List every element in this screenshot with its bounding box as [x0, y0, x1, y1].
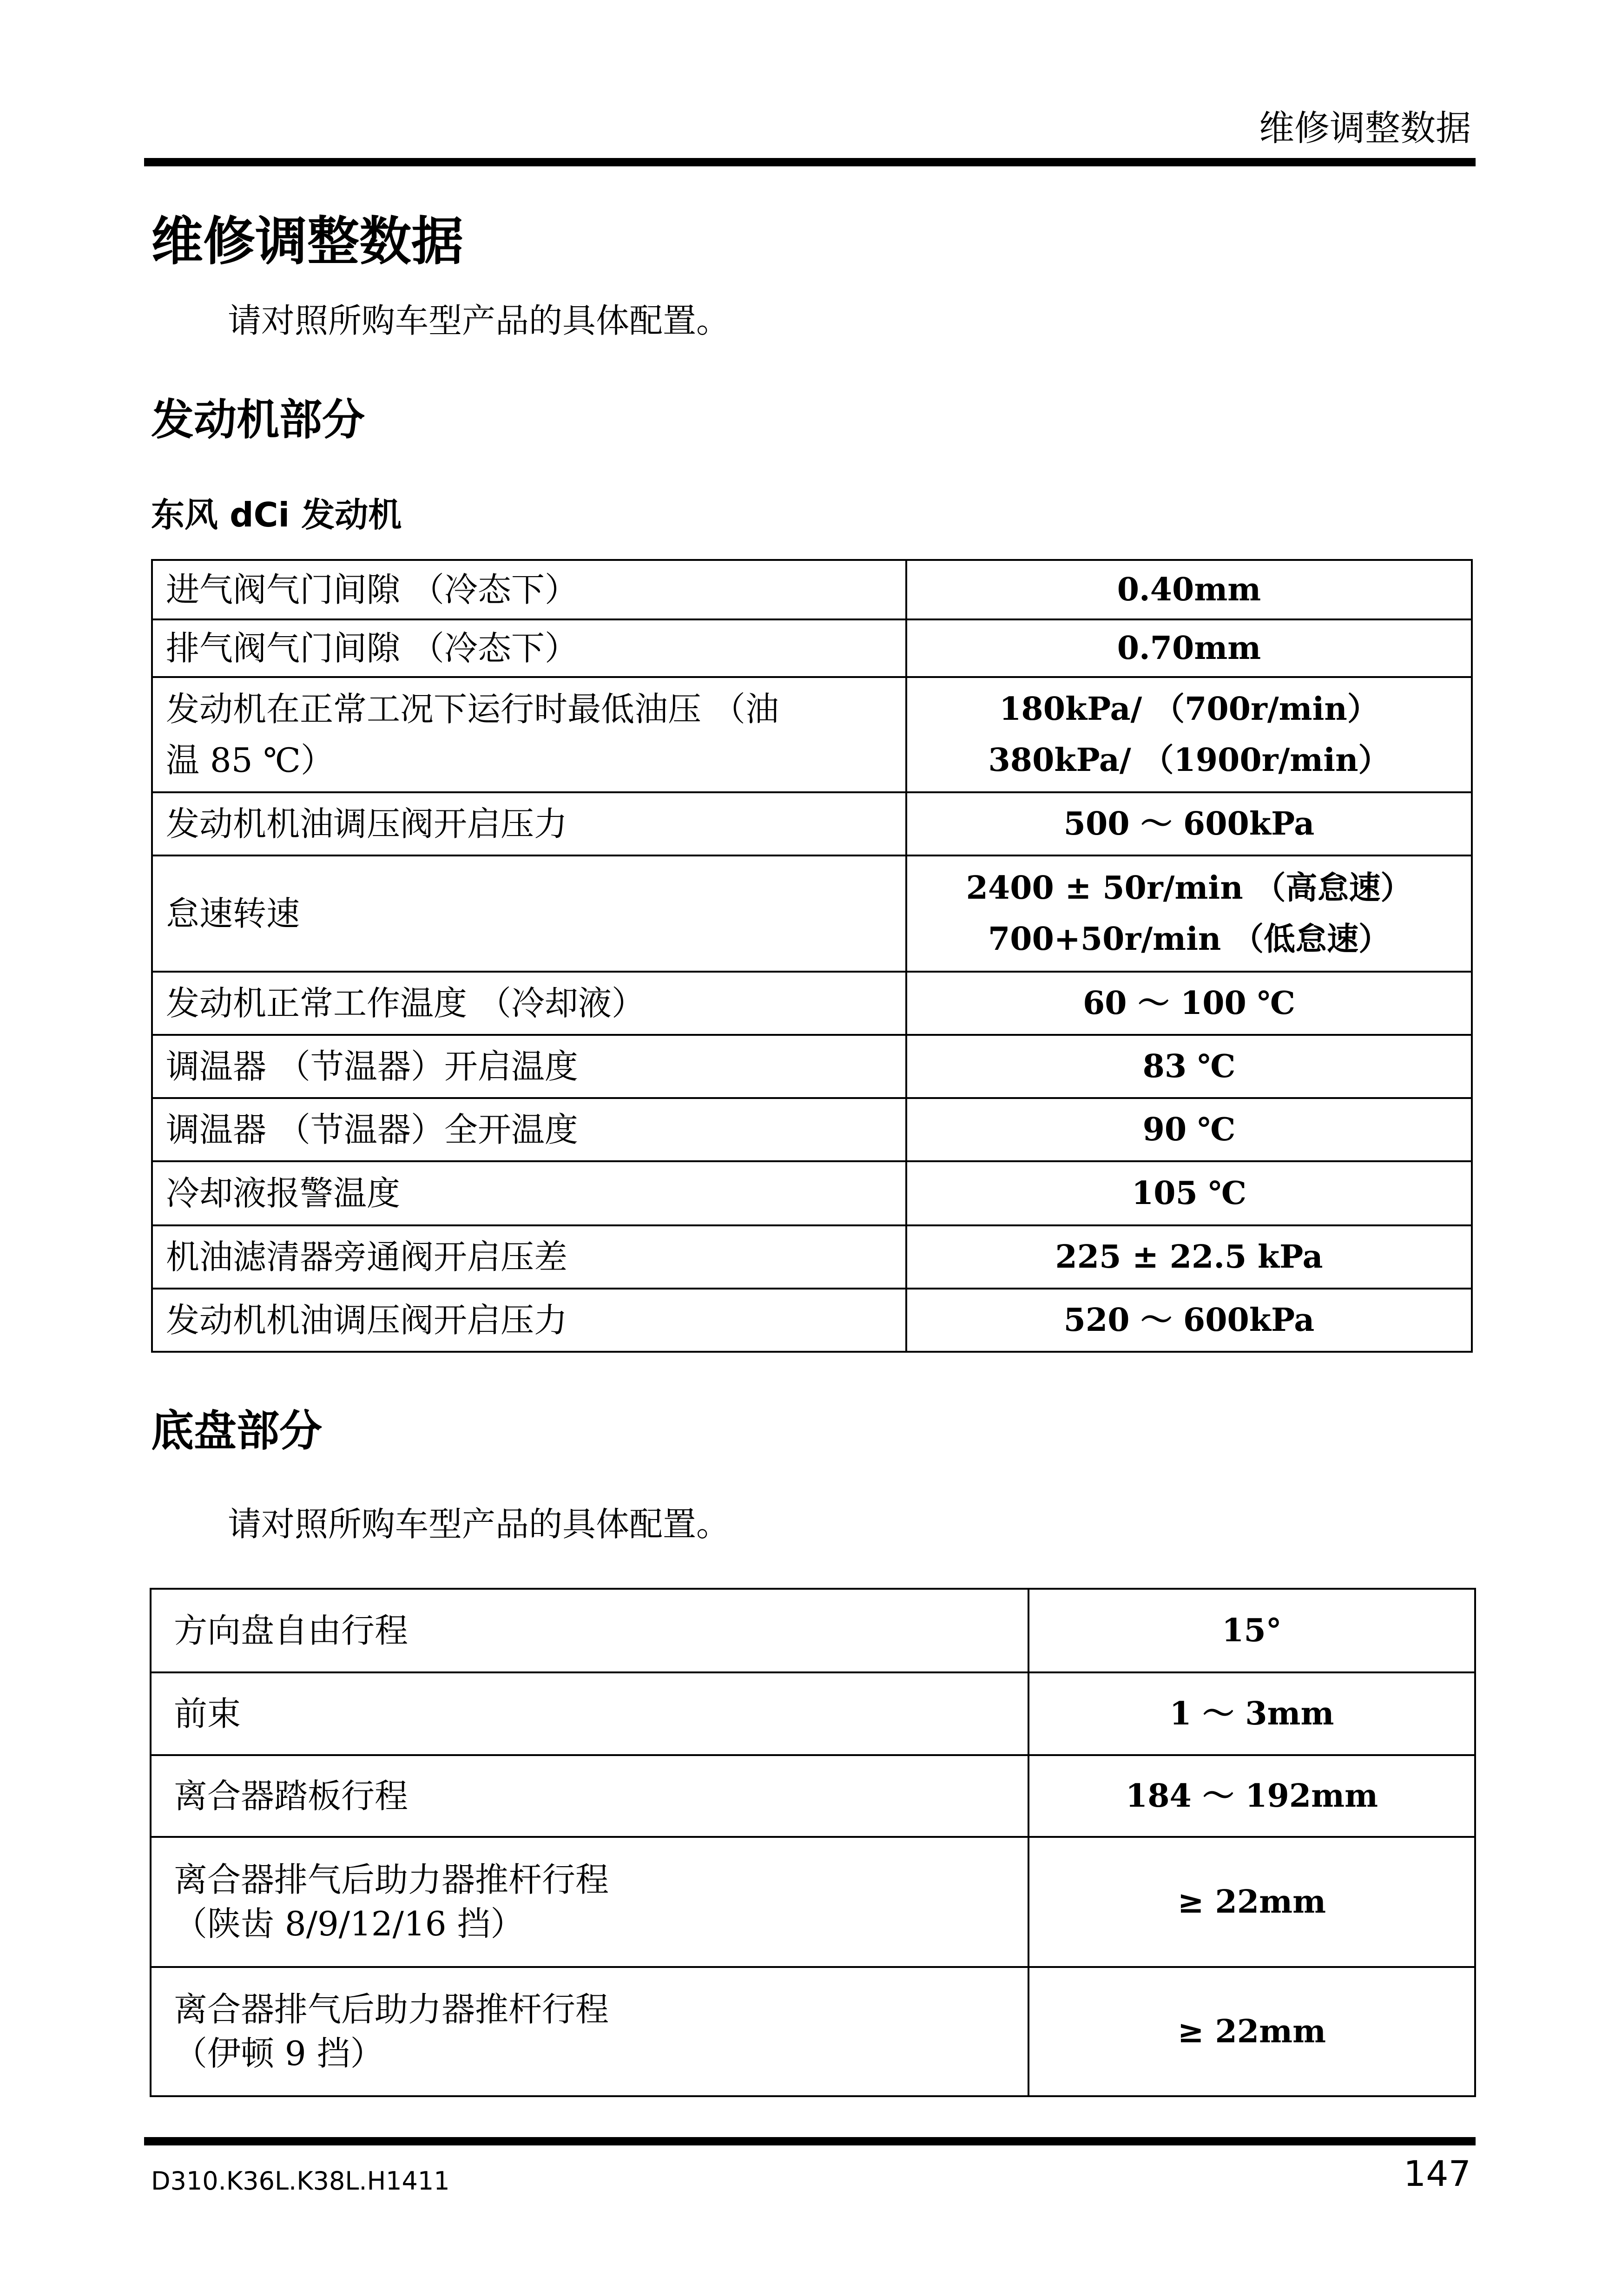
footer-rule	[144, 2137, 1476, 2145]
spec-label: 机油滤清器旁通阀开启压差	[152, 1225, 906, 1289]
table-row	[151, 1967, 1475, 2096]
spec-label: 发动机机油调压阀开启压力	[152, 792, 906, 855]
table-row	[152, 1225, 1472, 1289]
table-row	[152, 619, 1472, 677]
spec-value: ≥ 22mm	[1028, 1967, 1475, 2096]
table-row	[152, 1289, 1472, 1352]
spec-value: 225 ± 22.5 kPa	[906, 1225, 1472, 1289]
table-row	[152, 972, 1472, 1035]
table-row	[152, 855, 1472, 972]
spec-value: 90 ℃	[906, 1098, 1472, 1161]
spec-value: 0.70mm	[906, 619, 1472, 677]
spec-label: 离合器排气后助力器推杆行程 （陕齿 8/9/12/16 挡）	[151, 1837, 1028, 1967]
table-row	[151, 1672, 1475, 1755]
spec-label: 怠速转速	[152, 855, 906, 972]
page-number: 147	[1403, 2153, 1471, 2194]
spec-value: 520 ～ 600kPa	[906, 1289, 1472, 1352]
engine-section-heading: 发动机部分	[151, 395, 365, 445]
spec-value: 83 ℃	[906, 1035, 1472, 1098]
table-row	[152, 1098, 1472, 1161]
document-code: D310.K36L.K38L.H1411	[151, 2166, 450, 2196]
table-row	[152, 677, 1472, 792]
spec-value: ≥ 22mm	[1028, 1837, 1475, 1967]
spec-label: 离合器踏板行程	[151, 1755, 1028, 1837]
table-row	[152, 1161, 1472, 1225]
engine-spec-table	[151, 559, 1473, 1353]
engine-subheading: 东风 dCi 发动机	[151, 495, 402, 534]
spec-label: 调温器 （节温器）全开温度	[152, 1098, 906, 1161]
chassis-section-heading: 底盘部分	[151, 1406, 323, 1456]
table-row	[152, 1035, 1472, 1098]
spec-label: 离合器排气后助力器推杆行程 （伊顿 9 挡）	[151, 1967, 1028, 2096]
header-rule	[144, 158, 1476, 166]
spec-value: 500 ～ 600kPa	[906, 792, 1472, 855]
spec-value: 60 ～ 100 ℃	[906, 972, 1472, 1035]
spec-value: 1 ～ 3mm	[1028, 1672, 1475, 1755]
table-row	[151, 1755, 1475, 1837]
intro-note: 请对照所购车型产品的具体配置。	[228, 301, 730, 340]
spec-label: 发动机在正常工况下运行时最低油压 （油 温 85 ℃）	[152, 677, 906, 792]
page-title: 维修调整数据	[151, 211, 463, 272]
spec-value: 184 ～ 192mm	[1028, 1755, 1475, 1837]
spec-label: 发动机正常工作温度 （冷却液）	[152, 972, 906, 1035]
spec-label: 排气阀气门间隙 （冷态下）	[152, 619, 906, 677]
table-row	[151, 1837, 1475, 1967]
table-row	[152, 792, 1472, 855]
spec-value: 2400 ± 50r/min （高怠速） 700+50r/min （低怠速）	[906, 855, 1472, 972]
spec-label: 进气阀气门间隙 （冷态下）	[152, 560, 906, 619]
spec-value: 180kPa/ （700r/min） 380kPa/ （1900r/min）	[906, 677, 1472, 792]
table-row	[151, 1589, 1475, 1672]
spec-value: 105 ℃	[906, 1161, 1472, 1225]
chassis-spec-table	[150, 1588, 1476, 2097]
chassis-note: 请对照所购车型产品的具体配置。	[228, 1505, 730, 1544]
spec-label: 发动机机油调压阀开启压力	[152, 1289, 906, 1352]
spec-label: 冷却液报警温度	[152, 1161, 906, 1225]
spec-label: 方向盘自由行程	[151, 1589, 1028, 1672]
spec-label: 调温器 （节温器）开启温度	[152, 1035, 906, 1098]
spec-value: 0.40mm	[906, 560, 1472, 619]
spec-value: 15°	[1028, 1589, 1475, 1672]
running-header-title: 维修调整数据	[1259, 107, 1471, 149]
spec-label: 前束	[151, 1672, 1028, 1755]
table-row	[152, 560, 1472, 619]
